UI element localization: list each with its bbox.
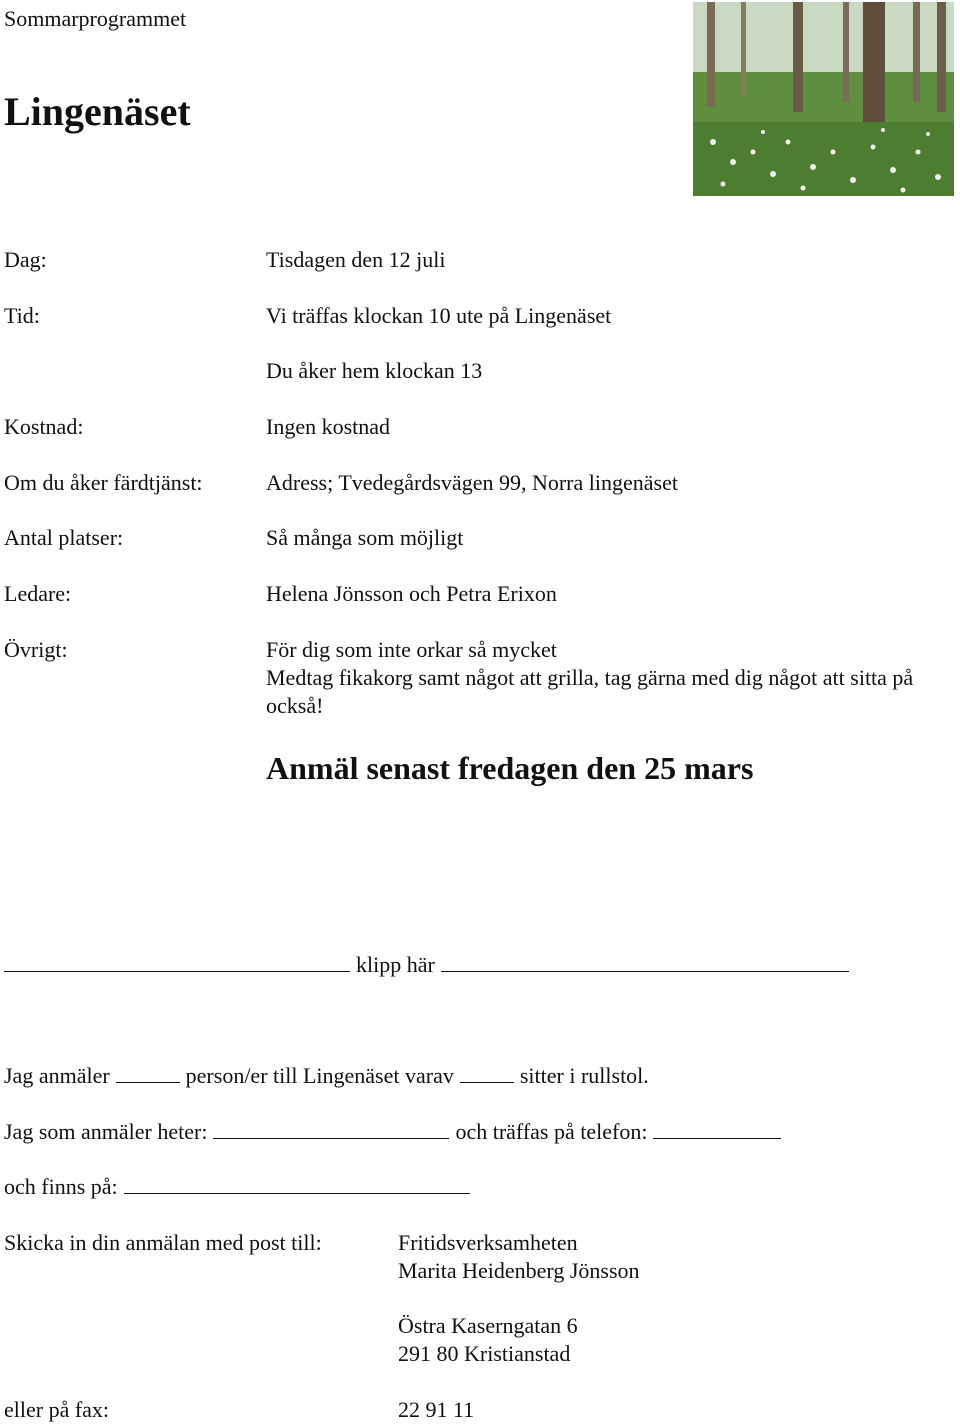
value-kostnad: Ingen kostnad: [266, 414, 391, 439]
cut-line-left: [4, 970, 350, 972]
cut-line-right: [441, 970, 849, 972]
mail-label: Skicka in din anmälan med post till:: [4, 1230, 322, 1255]
wheelchair-count-blank[interactable]: [460, 1081, 514, 1083]
value-hemresa: Du åker hem klockan 13: [266, 358, 483, 383]
value-dag: Tisdagen den 12 juli: [266, 247, 446, 272]
form-line-2-text-b: och träffas på telefon:: [455, 1119, 648, 1144]
form-line-2: [4, 1118, 787, 1146]
form-line-1: [4, 1062, 649, 1090]
address-blank[interactable]: [124, 1192, 470, 1194]
notes-line-1: För dig som inte orkar så mycket: [266, 637, 557, 662]
name-blank[interactable]: [213, 1137, 449, 1139]
form-line-3: [4, 1173, 476, 1201]
form-line-1-text-a: Jag anmäler: [4, 1063, 110, 1088]
label-dag: Dag:: [4, 247, 47, 272]
form-line-1-text-c: sitter i rullstol.: [519, 1063, 649, 1088]
form-line-1-text-b: person/er till Lingenäset varav: [185, 1063, 454, 1088]
mail-person: Marita Heidenberg Jönsson: [398, 1258, 640, 1283]
value-antal-platser: Så många som möjligt: [266, 525, 464, 550]
form-line-3-text: och finns på:: [4, 1174, 118, 1199]
mail-postal: 291 80 Kristianstad: [398, 1341, 571, 1366]
label-fardtjanst: Om du åker färdtjänst:: [4, 470, 203, 495]
value-tid: Vi träffas klockan 10 ute på Lingenäset: [266, 303, 612, 328]
phone-blank[interactable]: [653, 1137, 781, 1139]
cut-line: [4, 951, 855, 979]
forest-photo: [693, 2, 954, 196]
label-tid: Tid:: [4, 303, 40, 328]
cut-line-label: klipp här: [356, 952, 435, 977]
label-kostnad: Kostnad:: [4, 414, 84, 439]
label-ovrigt: Övrigt:: [4, 637, 68, 662]
program-label: Sommarprogrammet: [4, 6, 187, 31]
label-antal-platser: Antal platser:: [4, 525, 124, 550]
mail-street: Östra Kaserngatan 6: [398, 1313, 578, 1338]
page-title: Lingenäset: [4, 89, 191, 134]
persons-count-blank[interactable]: [116, 1081, 180, 1083]
deadline-heading: Anmäl senast fredagen den 25 mars: [266, 750, 754, 786]
mail-org: Fritidsverksamheten: [398, 1230, 578, 1255]
notes-block: [266, 636, 946, 720]
label-ledare: Ledare:: [4, 581, 72, 606]
value-ledare: Helena Jönsson och Petra Erixon: [266, 581, 557, 606]
form-line-2-text-a: Jag som anmäler heter:: [4, 1119, 208, 1144]
value-fardtjanst: Adress; Tvedegårdsvägen 99, Norra lingenäset: [266, 470, 678, 495]
fax-label: eller på fax:: [4, 1397, 110, 1422]
fax-number: 22 91 11: [398, 1397, 475, 1422]
notes-line-2: Medtag fikakorg samt något att grilla, tag gärna med dig något att sitta på också!: [266, 665, 914, 718]
